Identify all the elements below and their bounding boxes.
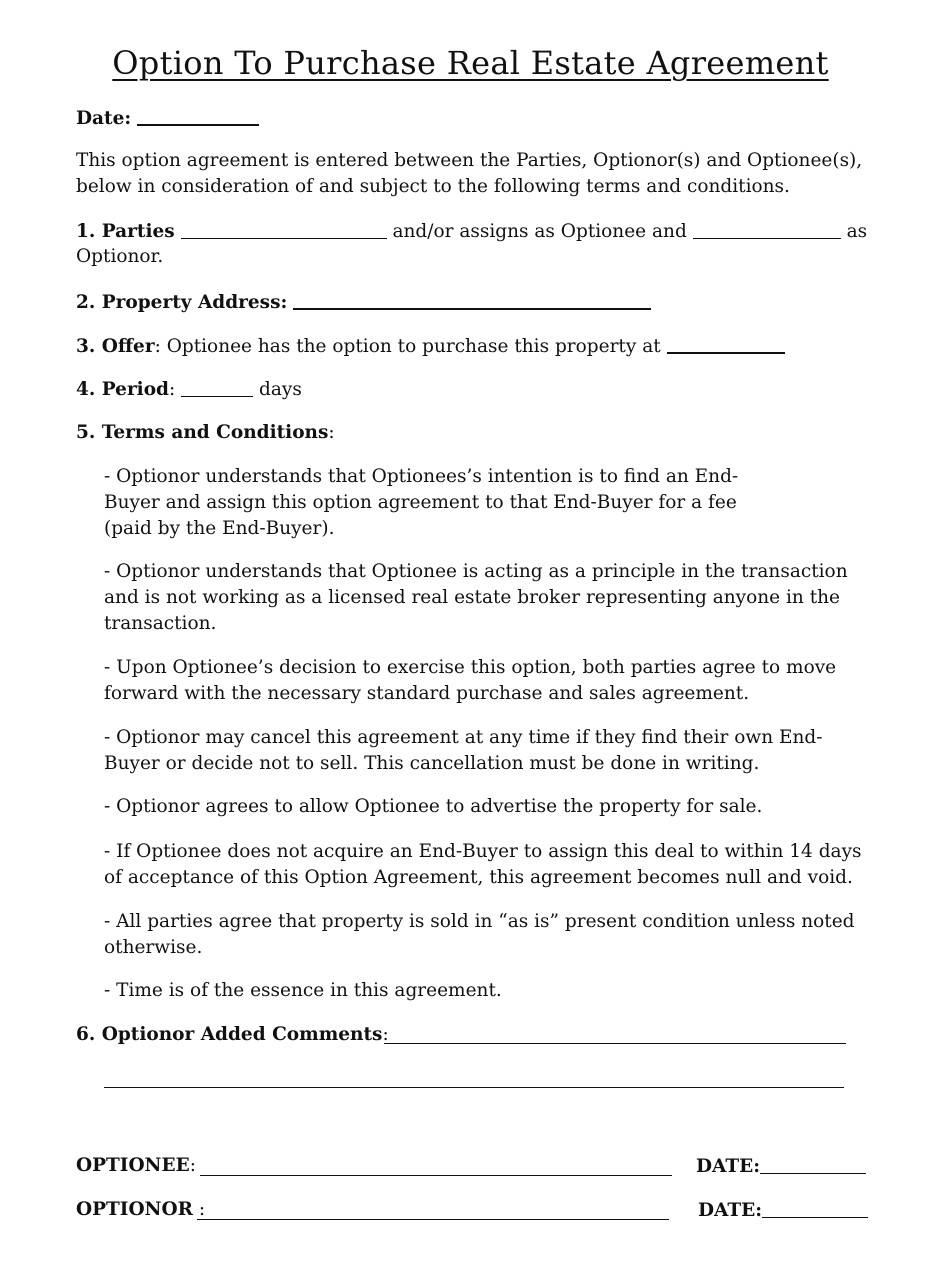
optionor-colon: : bbox=[192, 1199, 206, 1220]
offer-price-blank[interactable] bbox=[667, 334, 785, 354]
parties-label: 1. Parties bbox=[76, 221, 175, 242]
parties-tail-text: as bbox=[846, 221, 868, 242]
optionee-date-label: DATE: bbox=[696, 1156, 761, 1177]
date-row bbox=[76, 104, 259, 132]
term-item: - Optionor agrees to allow Optionee to advertise the property for sale. bbox=[104, 796, 763, 817]
comments-line-2[interactable] bbox=[104, 1087, 844, 1088]
parties-row bbox=[76, 218, 876, 245]
property-row bbox=[76, 288, 651, 316]
term-item: - Time is of the essence in this agreement. bbox=[104, 980, 502, 1001]
optionor-date-label: DATE: bbox=[698, 1200, 763, 1221]
term-item: - Optionor understands that Optionee is acting as a principle in the transaction and is not working as a licensed real estate broker representing anyone in the transaction. bbox=[104, 561, 848, 634]
optionor-signature-line[interactable] bbox=[197, 1219, 669, 1220]
parties-middle-text: and/or assigns as Optionee and bbox=[392, 221, 687, 242]
period-colon: : bbox=[169, 379, 176, 400]
optionor-date-row bbox=[698, 1197, 868, 1224]
optionee-label: OPTIONEE bbox=[76, 1155, 190, 1176]
offer-row bbox=[76, 332, 785, 360]
date-blank[interactable] bbox=[137, 106, 259, 126]
optionor-date-blank[interactable] bbox=[762, 1199, 868, 1218]
parties-tail2: Optionor. bbox=[76, 246, 164, 267]
optionor-signature-row bbox=[76, 1197, 205, 1223]
period-row bbox=[76, 376, 302, 403]
terms-colon: : bbox=[328, 422, 335, 443]
optionee-date-row bbox=[696, 1153, 866, 1180]
terms-label: 5. Terms and Conditions bbox=[76, 422, 329, 443]
period-days-blank[interactable] bbox=[181, 378, 253, 397]
optionee-name-blank[interactable] bbox=[181, 220, 387, 239]
term-item: - Optionor may cancel this agreement at any time if they find their own End-Buyer or decide not to sell. This cancellation must be done in writing. bbox=[104, 727, 823, 774]
term-item: - If Optionee does not acquire an End-Buyer to assign this deal to within 14 days of acceptance of this Option Agreement, this agreement becomes null and void. bbox=[104, 841, 862, 888]
comments-row bbox=[76, 1022, 389, 1048]
optionee-colon: : bbox=[189, 1155, 196, 1176]
period-unit: days bbox=[259, 379, 302, 400]
period-label: 4. Period bbox=[76, 379, 169, 400]
offer-label: 3. Offer bbox=[76, 336, 155, 357]
terms-heading bbox=[76, 420, 335, 446]
property-label: 2. Property Address: bbox=[76, 292, 288, 313]
optionor-label: OPTIONOR bbox=[76, 1199, 193, 1220]
term-item: - Optionor understands that Optionees’s intention is to find an End-Buyer and assign this option agreement to that End-Buyer for a fee (paid by the End-Buyer). bbox=[104, 466, 739, 539]
offer-text: : Optionee has the option to purchase this property at bbox=[154, 336, 661, 357]
optionee-signature-row bbox=[76, 1153, 196, 1179]
optionor-name-blank[interactable] bbox=[693, 220, 841, 239]
intro-paragraph: This option agreement is entered between the Parties, Optionor(s) and Optionee(s), below in consideration of and subject to the following terms and conditions. bbox=[76, 150, 863, 197]
optionee-date-blank[interactable] bbox=[760, 1155, 866, 1174]
comments-colon: : bbox=[382, 1024, 389, 1045]
document-title: Option To Purchase Real Estate Agreement bbox=[112, 44, 829, 82]
optionee-signature-line[interactable] bbox=[200, 1175, 672, 1176]
date-label: Date: bbox=[76, 108, 132, 129]
comments-label: 6. Optionor Added Comments bbox=[76, 1024, 383, 1045]
comments-line-1[interactable] bbox=[384, 1043, 846, 1044]
term-item: - All parties agree that property is sold in “as is” present condition unless noted otherwise. bbox=[104, 911, 855, 958]
term-item: - Upon Optionee’s decision to exercise this option, both parties agree to move forward with the necessary standard purchase and sales agreement. bbox=[104, 657, 837, 704]
property-address-blank[interactable] bbox=[293, 290, 651, 310]
